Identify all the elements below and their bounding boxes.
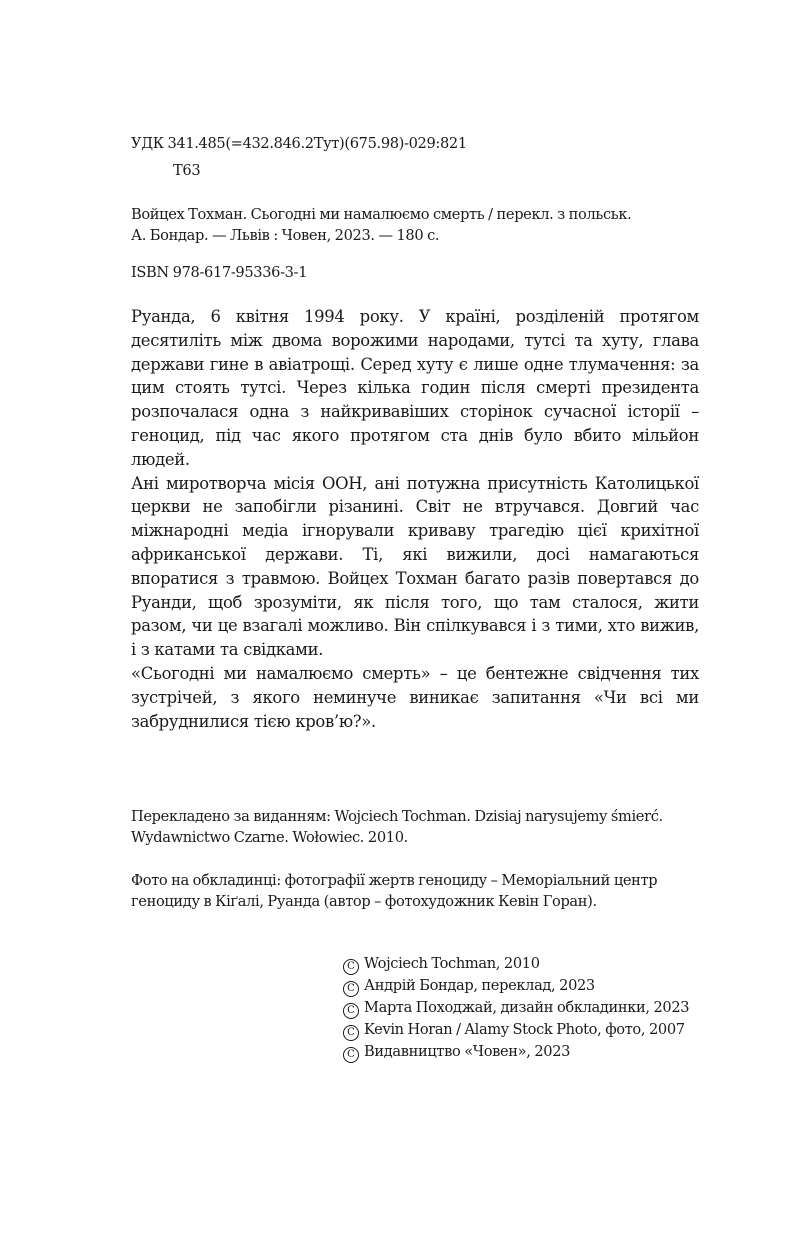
copyright-text: Kevin Horan / Alamy Stock Photo, фото, 2007 <box>364 1021 685 1038</box>
copyright-item <box>343 1041 723 1063</box>
copyright-text: Wojciech Tochman, 2010 <box>364 955 540 972</box>
annotation-paragraph: Ані миротворча місія ООН, ані потужна присутність Католицької церкви не запобігли різанині. Світ не втручався. Довгий час міжнародні медіа ігнорували криваву трагедію цієї крихітної африканської держави. Ті, які вижили, досі намагаються впоратися з травмою. Войцех Тохман багато разів повертався до Руанди, щоб зрозуміти, як після того, що там сталося, жити разом, чи це взагалі можливо. Він спілкувався і з тими, хто вижив, і з катами та свідками. <box>131 473 699 660</box>
copyright-icon: C <box>343 1025 359 1041</box>
cover-photo-line: Фото на обкладинці: фотографії жертв геноциду – Меморіальний центр <box>131 872 658 889</box>
copyright-icon: C <box>343 981 359 997</box>
copyright-list <box>343 953 723 1063</box>
translation-source <box>131 806 711 848</box>
copyright-icon: C <box>343 1003 359 1019</box>
translation-source-line: Wydawnictwo Czarne. Wołowiec. 2010. <box>131 829 408 846</box>
udk-classification: УДК 341.485(=432.846.2Тут)(675.98)-029:821 <box>131 135 467 152</box>
translation-source-line: Перекладено за виданням: Wojciech Tochman. Dzisiaj narysujemy śmierć. <box>131 808 663 825</box>
copyright-item <box>343 1019 723 1041</box>
author-sign-code: Т63 <box>173 162 201 179</box>
bibliographic-line: А. Бондар. — Львів : Човен, 2023. — 180 с. <box>131 227 440 244</box>
copyright-icon: C <box>343 1047 359 1063</box>
cover-photo-line: геноциду в Кіґалі, Руанда (автор – фотохудожник Кевін Горан). <box>131 893 597 910</box>
copyright-icon: C <box>343 959 359 975</box>
book-annotation <box>131 305 699 733</box>
bibliographic-record <box>131 204 699 246</box>
bibliographic-line: Войцех Тохман. Сьогодні ми намалюємо смерть / перекл. з польськ. <box>131 206 632 223</box>
copyright-item <box>343 975 723 997</box>
cover-photo-credit <box>131 870 711 912</box>
annotation-paragraph: «Сьогодні ми намалюємо смерть» – це бентежне свідчення тих зустрічей, з якого неминуче виникає запитання «Чи всі ми забруднилися тією кров’ю?». <box>131 663 699 731</box>
annotation-paragraph: Руанда, 6 квітня 1994 року. У країні, розділеній протягом десятиліть між двома ворожими народами, тутсі та хуту, глава держави гине в авіатрощі. Серед хуту є лише одне тлумачення: за цим стоять тутсі. Через кілька годин після смерті президента розпочалася одна з найкривавіших сторінок сучасної історії – геноцид, під час якого протягом ста днів було вбито мільйон людей. <box>131 307 699 469</box>
copyright-text: Видавництво «Човен», 2023 <box>364 1043 571 1060</box>
copyright-item <box>343 997 723 1019</box>
copyright-item <box>343 953 723 975</box>
isbn: ISBN 978-617-95336-3-1 <box>131 264 308 281</box>
copyright-text: Андрій Бондар, переклад, 2023 <box>364 977 595 994</box>
copyright-text: Марта Походжай, дизайн обкладинки, 2023 <box>364 999 690 1016</box>
